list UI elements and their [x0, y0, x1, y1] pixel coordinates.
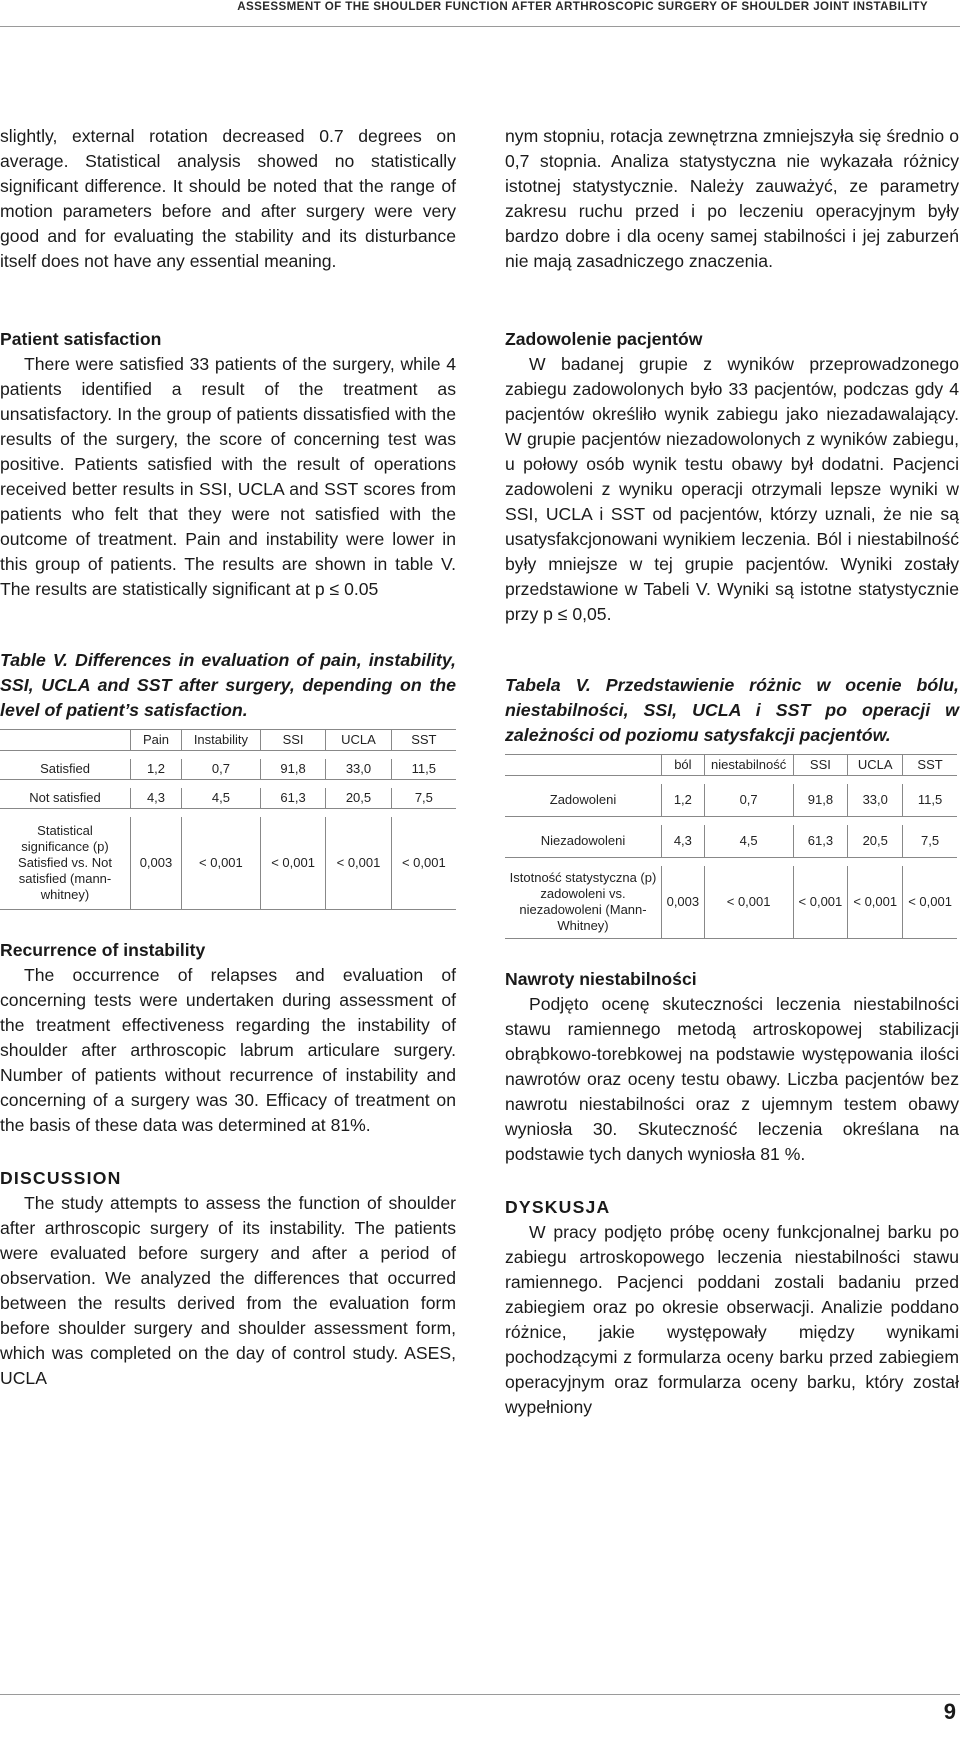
polish-column [505, 124, 959, 1420]
table-header-row [505, 755, 957, 776]
header-rule [0, 26, 960, 27]
table-header-cell: UCLA [326, 730, 391, 751]
table-row [505, 784, 957, 817]
table-row [0, 817, 456, 910]
table-cell: 11,5 [391, 759, 456, 780]
pl-recurrence-paragraph: Podjęto ocenę skuteczności leczenia niestabilności stawu ramiennego metodą artroskopowej stabilizacji obrąbkowo-torebkowej na podstawie występowania ilości nawrotów oraz oceny testu obawy. Liczba pacjentów bez nawrotu niestabilności oraz z ujemnym testem obawy wyniosła 30. Skuteczność leczenia określana na podstawie tych danych wyniosła 81 %. [505, 994, 959, 1164]
table-cell: < 0,001 [903, 866, 957, 939]
en-intro-paragraph: slightly, external rotation decreased 0.7 degrees on average. Statistical analysis showed no statistically significant difference. It should be noted that the range of motion parameters before and after surgery were very good and for evaluating the stability and its disturbance itself does not have any essential meaning. [0, 126, 456, 271]
page-number: 9 [943, 1699, 956, 1724]
en-satisfaction-paragraph: There were satisfied 33 patients of the surgery, while 4 patients identified a result of the treatment as unsatisfactory. In the group of patients dissatisfied with the results of the surgery, the score of concerning test was positive. Patients satisfied with the result of operations received better results in SSI, UCLA and SST scores from patients who felt that they were not satisfied with the outcome of treatment. Pain and instability were lower in this group of patients. The results are shown in table V. The results are statistically significant at p ≤ 0.05 [0, 354, 456, 599]
table-header-cell: Pain [131, 730, 182, 751]
table-cell: < 0,001 [391, 817, 456, 910]
table-header-cell: niestabilność [704, 755, 793, 776]
en-recurrence-heading: Recurrence of instability [0, 940, 206, 960]
table-cell: Satisfied [0, 759, 131, 780]
running-header: ASSESSMENT OF THE SHOULDER FUNCTION AFTER ARTHROSCOPIC SURGERY OF SHOULDER JOINT INSTABILITY [237, 0, 928, 13]
table-cell: 7,5 [903, 825, 957, 858]
pl-satisfaction-heading: Zadowolenie pacjentów [505, 329, 703, 349]
pl-discussion-heading: DYSKUSJA [505, 1197, 611, 1217]
table-cell: 7,5 [391, 788, 456, 809]
table-cell: 1,2 [131, 759, 182, 780]
table-cell: 0,7 [704, 784, 793, 817]
table-cell: 91,8 [793, 784, 848, 817]
table-header-cell: SST [903, 755, 957, 776]
table-cell: 61,3 [260, 788, 325, 809]
en-recurrence-paragraph: The occurrence of relapses and evaluation of concerning tests were undertaken during assessment of the treatment effectiveness regarding the instability of shoulder after arthroscopic labrum articulare surgery. Number of patients without recurrence of instability and concerning of a surgery was 30. Efficacy of treatment on the basis of these data was determined at 81%. [0, 965, 456, 1135]
en-discussion-heading: DISCUSSION [0, 1168, 122, 1188]
table-cell: 61,3 [793, 825, 848, 858]
table-cell: Statistical significance (p) Satisfied vs. Not satisfied (mann-whitney) [18, 823, 112, 902]
table-header-cell: SSI [260, 730, 325, 751]
table-cell: 33,0 [326, 759, 391, 780]
table-cell: Niezadowoleni [505, 825, 662, 858]
en-results-table [0, 729, 456, 910]
table-cell: Not satisfied [0, 788, 131, 809]
table-row [505, 825, 957, 858]
table-cell: 0,7 [181, 759, 260, 780]
table-cell: 4,3 [131, 788, 182, 809]
en-satisfaction-heading: Patient satisfaction [0, 329, 162, 349]
english-column [0, 124, 456, 1391]
table-cell: 20,5 [848, 825, 903, 858]
table-header-cell: SST [391, 730, 456, 751]
table-cell: 4,3 [662, 825, 705, 858]
pl-intro-paragraph: nym stopniu, rotacja zewnętrzna zmniejszyła się średnio o 0,7 stopnia. Analiza statystyczna nie wykazała różnicy istotnej statystycznie. Należy zauważyć, ze parametry zakresu ruchu przed i po leczeniu operacyjnym były bardzo dobre i dla oceny samej stabilności i jej zaburzeń nie mają zasadniczego znaczenia. [505, 126, 959, 271]
table-cell: 11,5 [903, 784, 957, 817]
en-discussion-paragraph: The study attempts to assess the function of shoulder after arthroscopic surgery of its instability. The patients were evaluated before surgery and after a period of observation. We analyzed the differences that occurred between the results derived from the evaluation form before shoulder surgery and shoulder assessment form, which was completed on the day of control study. ASES, UCLA [0, 1193, 456, 1388]
table-header-cell [0, 730, 131, 751]
pl-table-caption: Tabela V. Przedstawienie różnic w ocenie bólu, niestabilności, SSI, UCLA i SST po operacji w zależności od poziomu satysfakcji pacjentów. [505, 675, 959, 745]
en-table-caption: Table V. Differences in evaluation of pain, instability, SSI, UCLA and SST after surgery, depending on the level of patient’s satisfaction. [0, 650, 456, 720]
table-cell: 4,5 [704, 825, 793, 858]
pl-discussion-paragraph: W pracy podjęto próbę oceny funkcjonalnej barku po zabiegu artroskopowego leczenia niestabilności stawu ramiennego. Pacjenci poddani zostali badaniu przed zabiegiem oraz po okresie obserwacji. Analizie poddano różnice, jakie występowały między wynikami pochodzącymi z formularza oceny barku przed zabiegiem operacyjnym oraz formularza oceny barku, który został wypełniony [505, 1222, 959, 1417]
pl-recurrence-heading: Nawroty niestabilności [505, 969, 697, 989]
table-cell: < 0,001 [326, 817, 391, 910]
table-cell: 20,5 [326, 788, 391, 809]
table-header-cell [505, 755, 662, 776]
table-header-cell: ból [662, 755, 705, 776]
table-cell: < 0,001 [793, 866, 848, 939]
table-cell: 33,0 [848, 784, 903, 817]
table-cell: < 0,001 [704, 866, 793, 939]
table-cell: 91,8 [260, 759, 325, 780]
pl-results-table [505, 754, 957, 939]
table-cell: < 0,001 [181, 817, 260, 910]
pl-satisfaction-paragraph: W badanej grupie z wyników przeprowadzonego zabiegu zadowolonych było 33 pacjentów, podczas gdy 4 pacjentów określiło wynik zabiegu jako niezadawalający. W grupie pacjentów niezadowolonych z wyników zabiegu, u połowy osób wynik testu obawy był dodatni. Pacjenci zadowoleni z wyniku operacji otrzymali lepsze wyniki w SSI, UCLA i SST od pacjentów, którzy uznali, że nie są usatysfakcjonowani wynikiem leczenia. Ból i niestabilność były mniejsze w tej grupie pacjentów. Wyniki zostały przedstawione w Tabeli V. Wyniki są istotne statystycznie przy p ≤ 0,05. [505, 354, 959, 624]
table-cell: < 0,001 [848, 866, 903, 939]
footer-rule [0, 1694, 960, 1695]
table-cell: Istotność statystyczna (p) zadowoleni vs. niezadowoleni (Mann-Whitney) [509, 870, 657, 933]
table-cell: < 0,001 [260, 817, 325, 910]
table-row [0, 788, 456, 809]
table-header-cell: SSI [793, 755, 848, 776]
table-cell: 4,5 [181, 788, 260, 809]
table-row [505, 866, 957, 939]
table-cell: 1,2 [662, 784, 705, 817]
table-header-cell: Instability [181, 730, 260, 751]
table-header-cell: UCLA [848, 755, 903, 776]
table-row [0, 759, 456, 780]
table-cell: Zadowoleni [505, 784, 662, 817]
table-cell: 0,003 [131, 817, 182, 910]
table-header-row [0, 730, 456, 751]
table-cell: 0,003 [662, 866, 705, 939]
